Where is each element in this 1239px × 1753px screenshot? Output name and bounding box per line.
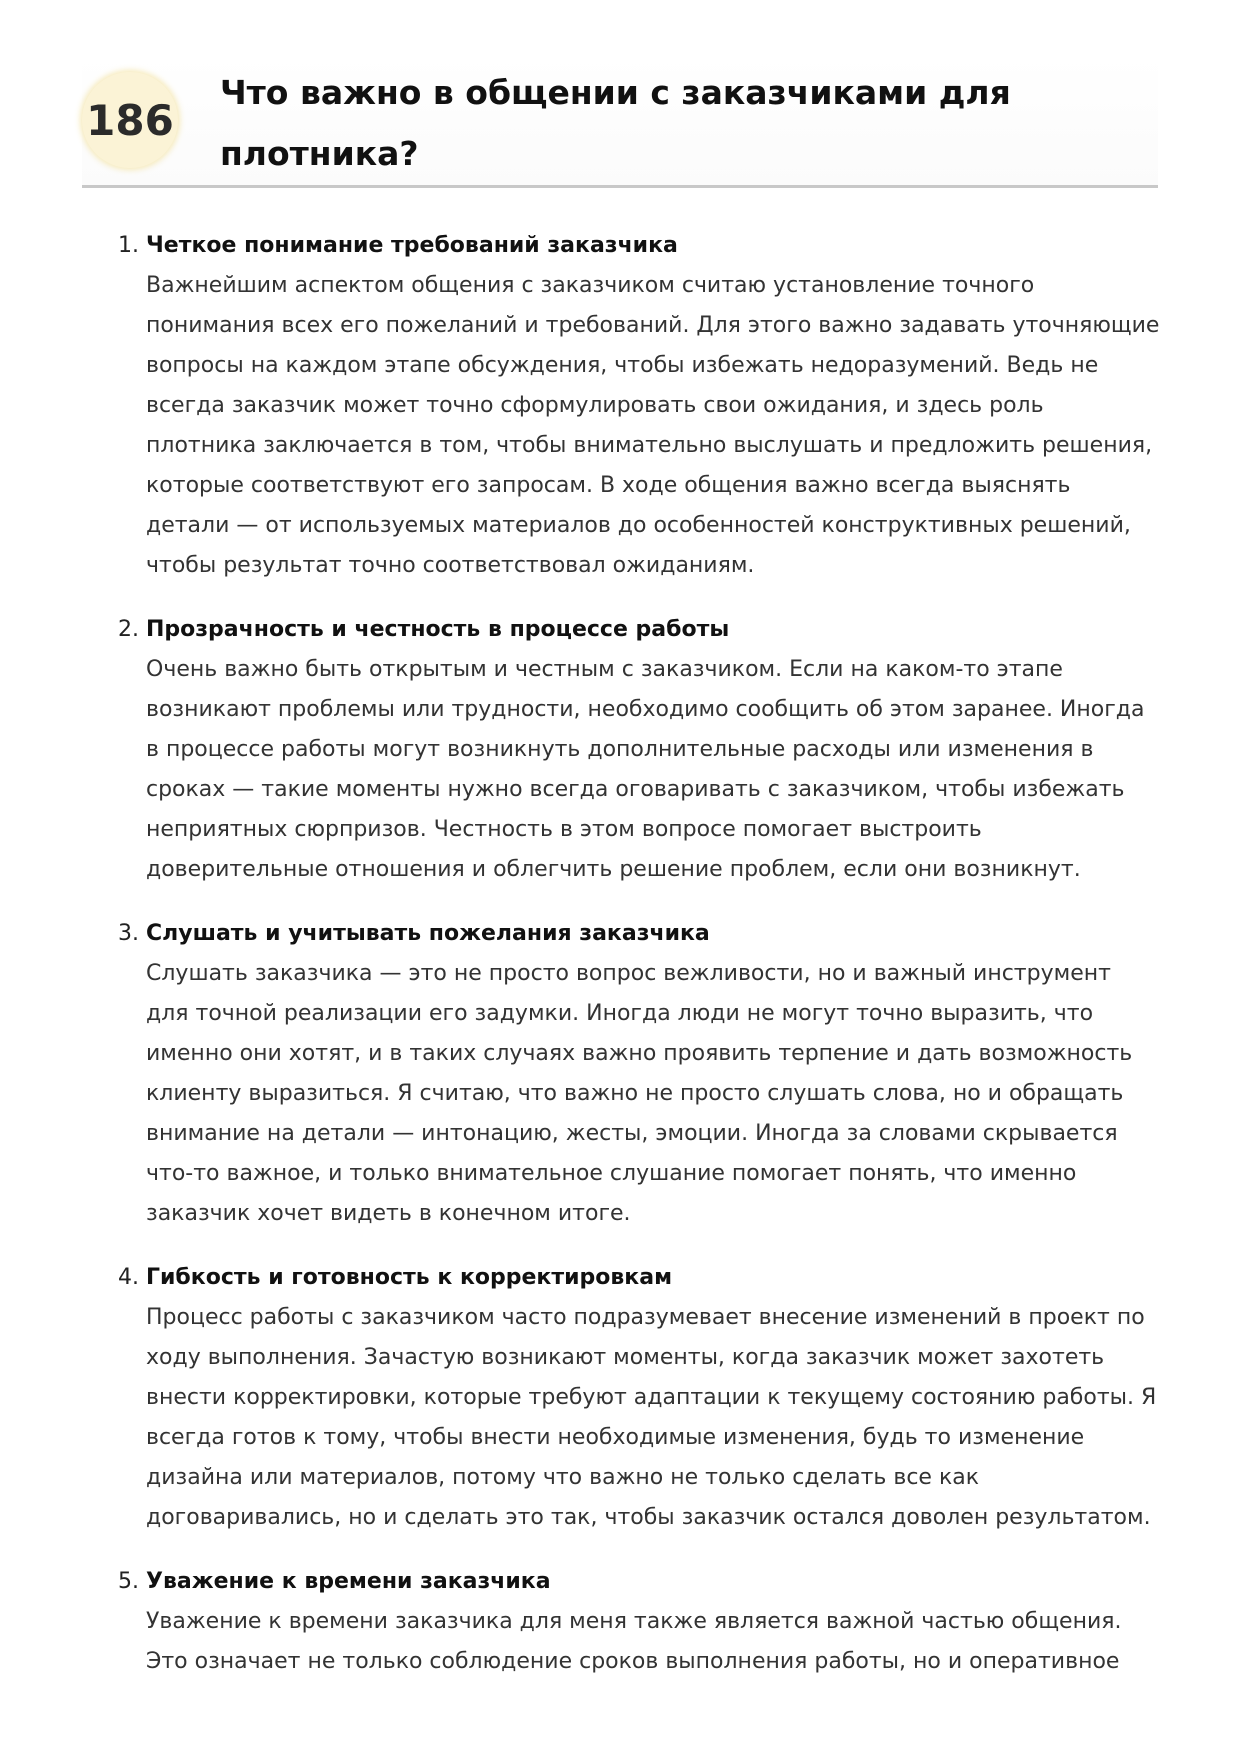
- list-item-text: Слушать заказчика — это не просто вопрос вежливости, но и важный инструмент для точной реализации его задумки. Иногда люди не могут точно выразить, что именно они хотят, и в таких случаях важно проявить терпение и дать возможность клиенту выразиться. Я считаю, что важно не просто слушать слова, но и обращать внимание на детали — интонацию, жесты, эмоции. Иногда за словами скрывается что-то важное, и только внимательное слушание помогает понять, что именно заказчик хочет видеть в конечном итоге.: [146, 961, 1133, 1226]
- list-item: [110, 1562, 1160, 1682]
- list-item-text: Очень важно быть открытым и честным с заказчиком. Если на каком-то этапе возникают проблемы или трудности, необходимо сообщить об этом заранее. Иногда в процессе работы могут возникнуть дополнительные расходы или изменения в сроках — такие моменты нужно всегда оговаривать с заказчиком, чтобы избежать неприятных сюрпризов. Честность в этом вопросе помогает выстроить доверительные отношения и облегчить решение проблем, если они возникнут.: [146, 657, 1145, 882]
- list-item: [110, 1258, 1160, 1538]
- list-item: [110, 914, 1160, 1234]
- list-item-title: Уважение к времени заказчика: [146, 1569, 551, 1594]
- question-number-badge: 186: [82, 72, 178, 168]
- list-item: [110, 226, 1160, 586]
- list-item-title: Гибкость и готовность к корректировкам: [146, 1265, 673, 1290]
- answer-list: [110, 226, 1160, 1746]
- list-item-text: Уважение к времени заказчика для меня также является важной частью общения. Это означает не только соблюдение сроков выполнения работы, но и оперативное: [146, 1609, 1122, 1674]
- list-item-number: 3.: [118, 921, 139, 946]
- list-item-number: 4.: [118, 1265, 139, 1290]
- list-item-number: 1.: [118, 233, 139, 258]
- list-item-number: 5.: [118, 1569, 139, 1594]
- list-item-text: Важнейшим аспектом общения с заказчиком считаю установление точного понимания всех его пожеланий и требований. Для этого важно задавать уточняющие вопросы на каждом этапе обсуждения, чтобы избежать недоразумений. Ведь не всегда заказчик может точно сформулировать свои ожидания, и здесь роль плотника заключается в том, чтобы внимательно выслушать и предложить решения, которые соответствуют его запросам. В ходе общения важно всегда выяснять детали — от используемых материалов до особенностей конструктивных решений, чтобы результат точно соответствовал ожиданиям.: [146, 273, 1160, 578]
- page-title: Что важно в общении с заказчиками для плотника?: [220, 73, 1011, 173]
- list-item-title: Четкое понимание требований заказчика: [146, 233, 678, 258]
- list-item: [110, 610, 1160, 890]
- page-header: [82, 56, 1158, 188]
- list-item-title: Прозрачность и честность в процессе работы: [146, 617, 730, 642]
- list-item-number: 2.: [118, 617, 139, 642]
- list-item-text: Процесс работы с заказчиком часто подразумевает внесение изменений в проект по ходу выполнения. Зачастую возникают моменты, когда заказчик может захотеть внести корректировки, которые требуют адаптации к текущему состоянию работы. Я всегда готов к тому, чтобы внести необходимые изменения, будь то изменение дизайна или материалов, потому что важно не только сделать все как договаривались, но и сделать это так, чтобы заказчик остался доволен результатом.: [146, 1305, 1157, 1530]
- list-item-title: Слушать и учитывать пожелания заказчика: [146, 921, 710, 946]
